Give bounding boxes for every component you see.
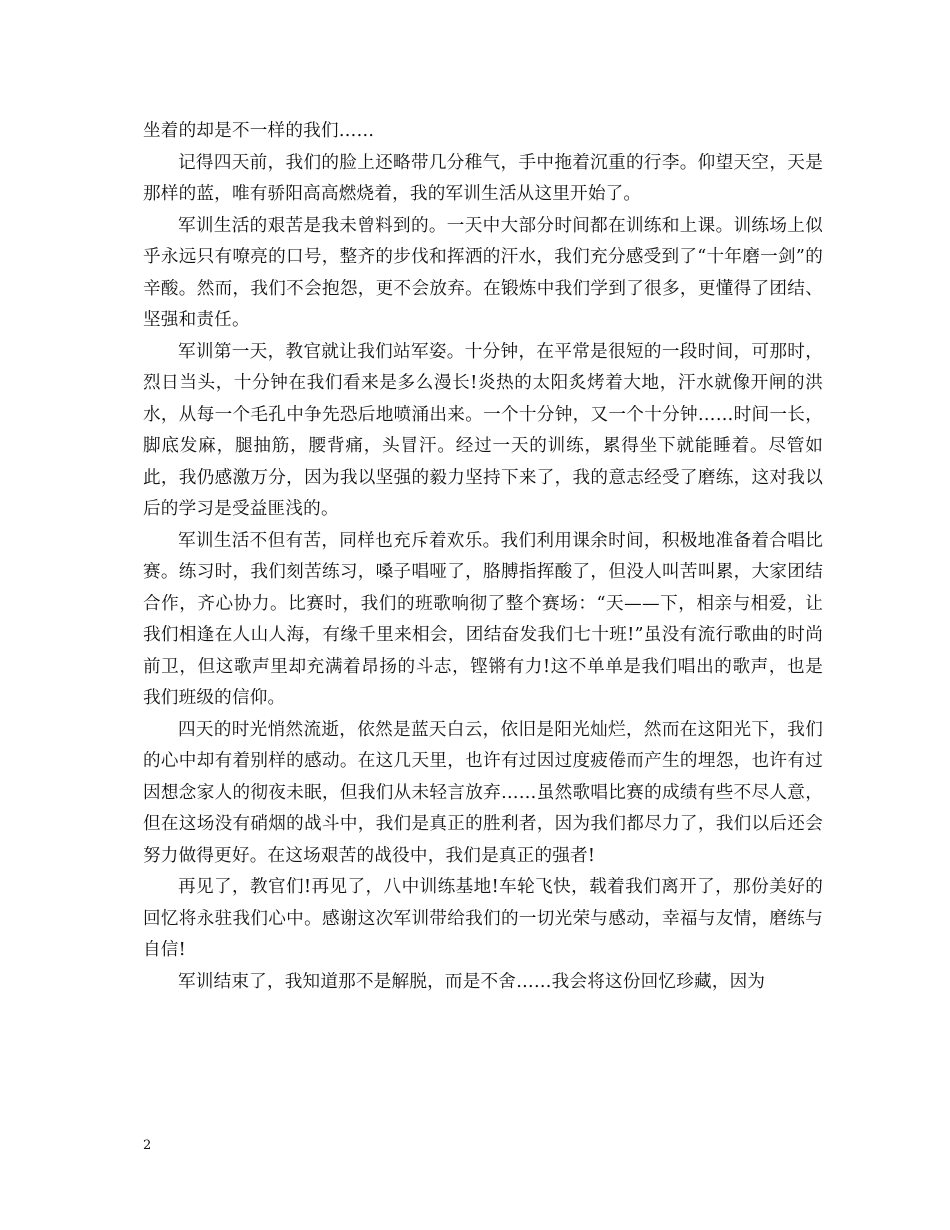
paragraph: 军训生活不但有苦，同样也充斥着欢乐。我们利用课余时间，积极地准备着合唱比赛。练习时，我们刻苦练习，嗓子唱哑了，胳膊指挥酸了，但没人叫苦叫累，大家团结合作，齐心协力。比赛时，我们的班歌响彻了整个赛场：“天——下，相亲与相爱，让我们相逢在人山人海，有缘千里来相会，团结奋发我们七十班!”虽没有流行歌曲的时尚前卫，但这歌声里却充满着昂扬的斗志，铿锵有力!这不单单是我们唱出的歌声，也是我们班级的信仰。	[143, 530, 823, 708]
paragraph: 四天的时光悄然流逝，依然是蓝天白云，依旧是阳光灿烂，然而在这阳光下，我们的心中却有着别样的感动。在这几天里，也许有过因过度疲倦而产生的埋怨，也许有过因想念家人的彻夜未眠，但我们从未轻言放弃……虽然歌唱比赛的成绩有些不尽人意，但在这场没有硝烟的战斗中，我们是真正的胜利者，因为我们都尽力了，我们以后还会努力做得更好。在这场艰苦的战役中，我们是真正的强者!	[143, 719, 823, 866]
paragraph: 军训第一天，教官就让我们站军姿。十分钟，在平常是很短的一段时间，可那时，烈日当头，十分钟在我们看来是多么漫长!炎热的太阳炙烤着大地，汗水就像开闸的洪水，从每一个毛孔中争先恐后地喷涌出来。一个十分钟，又一个十分钟……时间一长，脚底发麻，腿抽筋，腰背痛，头冒汗。经过一天的训练，累得坐下就能睡着。尽管如此，我仍感激万分，因为我以坚强的毅力坚持下来了，我的意志经受了磨练，这对我以后的学习是受益匪浅的。	[143, 341, 823, 519]
paragraph: 再见了，教官们!再见了，八中训练基地!车轮飞快，载着我们离开了，那份美好的回忆将永驻我们心中。感谢这次军训带给我们的一切光荣与感动，幸福与友情，磨练与自信!	[143, 877, 823, 960]
paragraph: 军训结束了，我知道那不是解脱，而是不舍……我会将这份回忆珍藏，因为	[178, 971, 766, 992]
paragraph-continuation: 坐着的却是不一样的我们……	[143, 121, 375, 141]
paragraph: 记得四天前，我们的脸上还略带几分稚气，手中拖着沉重的行李。仰望天空，天是那样的蓝，唯有骄阳高高燃烧着，我的军训生活从这里开始了。	[143, 152, 823, 204]
paragraph: 军训生活的艰苦是我未曾料到的。一天中大部分时间都在训练和上课。训练场上似乎永远只有嘹亮的口号，整齐的步伐和挥洒的汗水，我们充分感受到了“十年磨一剑”的辛酸。然而，我们不会抱怨，更不会放弃。在锻炼中我们学到了很多，更懂得了团结、坚强和责任。	[143, 215, 823, 330]
document-body	[143, 116, 823, 998]
page-number: 2	[143, 1138, 152, 1153]
